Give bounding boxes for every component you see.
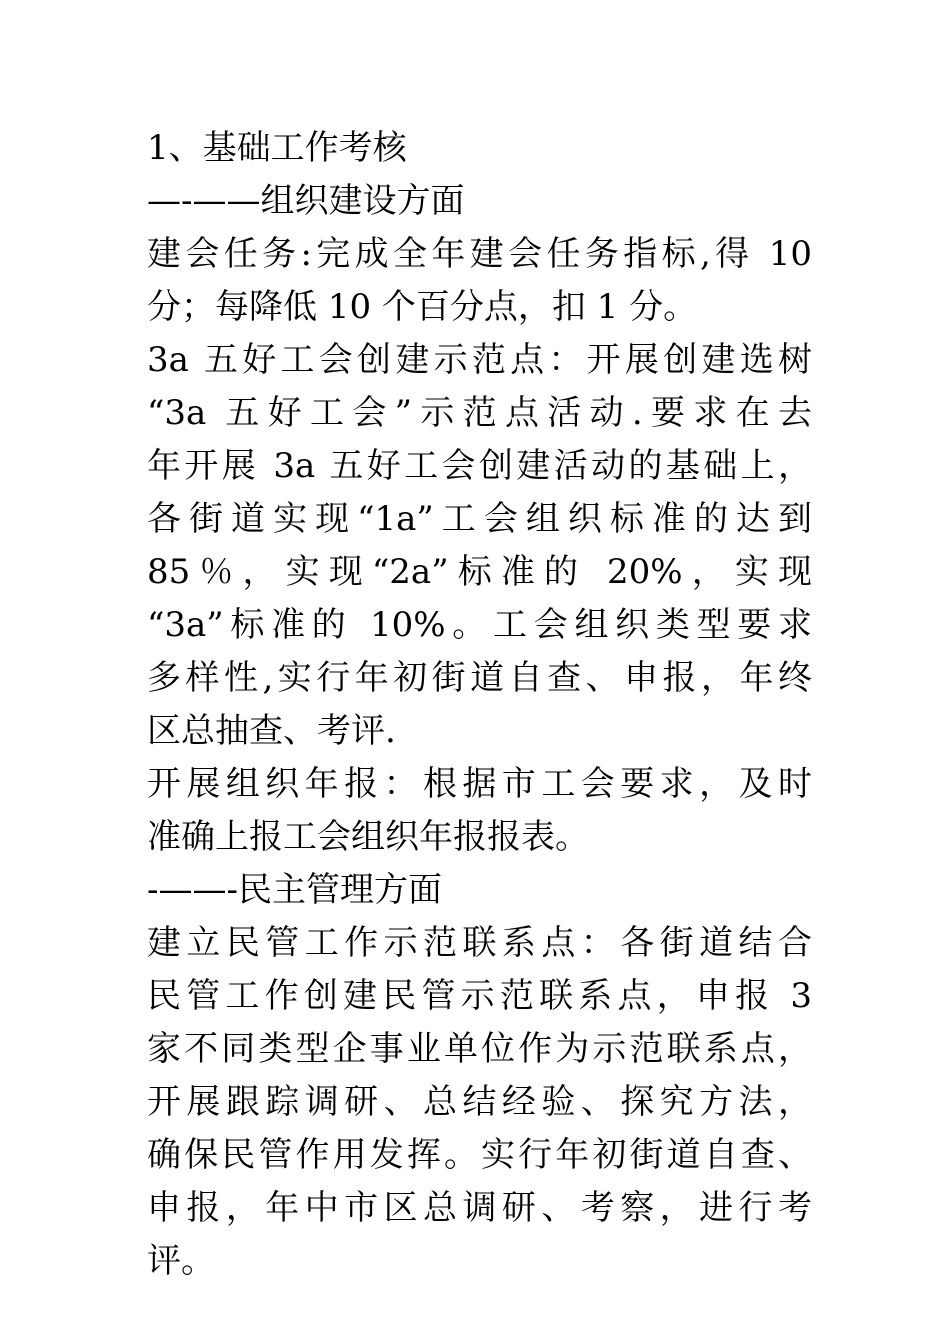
text-line: “3a”标准的 10%。工会组织类型要求 — [147, 605, 812, 645]
text-line: 确保民管作用发挥。实行年初街道自查、 — [147, 1135, 812, 1175]
text-line: 申报，年中市区总调研、考察，进行考 — [147, 1188, 812, 1228]
text-line: 开展组织年报：根据市工会要求，及时 — [147, 764, 812, 804]
text-line: 1、基础工作考核 — [147, 128, 407, 168]
text-line: 85％，实现“2a”标准的 20%，实现 — [147, 552, 812, 592]
text-line: 评。 — [147, 1241, 215, 1281]
text-line: -——-民主管理方面 — [147, 870, 442, 910]
text-line: —-——组织建设方面 — [147, 181, 465, 221]
text-line: 各街道实现“1a”工会组织标准的达到 — [147, 499, 812, 539]
text-line: 区总抽查、考评. — [147, 711, 396, 751]
text-line: 家不同类型企事业单位作为示范联系点， — [147, 1029, 812, 1069]
text-line: 准确上报工会组织年报报表。 — [147, 817, 589, 857]
text-line: 多样性,实行年初街道自查、申报，年终 — [147, 658, 812, 698]
text-line: 民管工作创建民管示范联系点，申报 3 — [147, 976, 812, 1016]
text-line: 建立民管工作示范联系点：各街道结合 — [147, 923, 812, 963]
text-line: 开展跟踪调研、总结经验、探究方法， — [147, 1082, 812, 1122]
text-line: 建会任务:完成全年建会任务指标,得 10 — [147, 234, 812, 274]
text-line: 3a 五好工会创建示范点：开展创建选树 — [147, 340, 812, 380]
text-line: “3a 五好工会”示范点活动.要求在去 — [147, 393, 812, 433]
document-body — [147, 122, 812, 1288]
text-line: 分；每降低 10 个百分点，扣 1 分。 — [147, 287, 698, 327]
text-line: 年开展 3a 五好工会创建活动的基础上， — [147, 446, 812, 486]
